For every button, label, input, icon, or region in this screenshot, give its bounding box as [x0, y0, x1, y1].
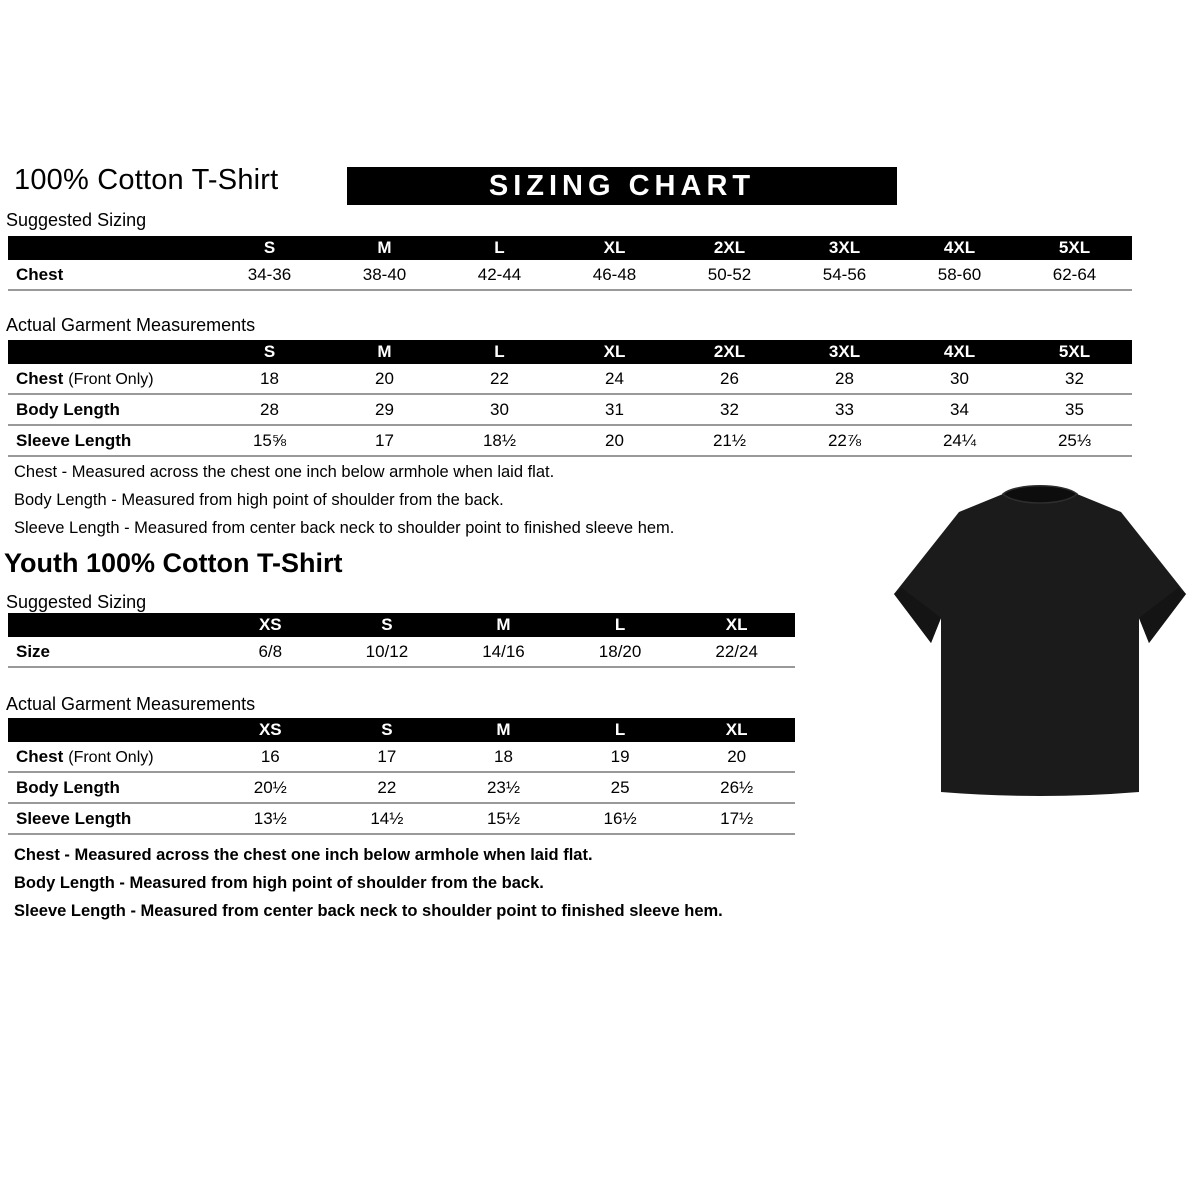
table-cell: 20	[605, 430, 624, 450]
table-row	[8, 773, 795, 804]
table-cell: 20	[375, 368, 394, 388]
column-header: 3XL	[828, 342, 861, 361]
row-label-strong: Body Length	[16, 399, 120, 419]
column-header: 3XL	[828, 238, 861, 257]
table-cell: 30	[490, 399, 509, 419]
row-label-strong: Sleeve Length	[16, 808, 132, 828]
sizing-chart-banner	[347, 167, 897, 205]
table-cell: 30	[950, 368, 969, 388]
table-header-row	[8, 613, 795, 637]
black-tshirt-icon	[890, 470, 1195, 810]
table-cell: 13½	[253, 808, 287, 828]
table-cell: 28	[260, 399, 279, 419]
table-cell: 17	[377, 746, 397, 766]
table-cell: 38-40	[362, 264, 407, 284]
table-cell: 6/8	[258, 641, 283, 661]
table-cell: 14/16	[482, 641, 525, 661]
table-cell: 20	[727, 746, 747, 766]
column-header: L	[494, 342, 505, 361]
adult-suggested-sizing-table	[8, 236, 1132, 291]
table-cell: 18	[494, 746, 513, 766]
row-label	[8, 400, 212, 420]
youth-suggested-sizing-label: Suggested Sizing	[6, 592, 147, 612]
table-row	[8, 395, 1132, 426]
table-cell: 20½	[253, 777, 287, 797]
table-cell: 17	[375, 430, 394, 450]
table-row	[8, 364, 1132, 395]
column-header: XL	[725, 615, 748, 634]
table-cell: 15½	[486, 808, 521, 828]
tshirt-collar	[1003, 486, 1077, 503]
column-header: 5XL	[1058, 342, 1091, 361]
table-cell: 15⅝	[252, 430, 287, 450]
row-label-strong: Chest	[16, 746, 64, 766]
row-label-strong: Chest	[16, 368, 64, 388]
table-cell: 16½	[603, 808, 637, 828]
table-cell: 24	[605, 368, 624, 388]
table-cell: 22/24	[715, 641, 758, 661]
table-cell: 35	[1065, 399, 1084, 419]
column-header: XS	[258, 720, 282, 739]
row-label	[8, 809, 212, 829]
table-cell: 62-64	[1052, 264, 1097, 284]
tshirt-body	[894, 486, 1186, 796]
table-row	[8, 637, 795, 668]
table-row	[8, 804, 795, 835]
row-label	[8, 642, 212, 662]
table-cell: 26	[720, 368, 739, 388]
table-cell: 54-56	[822, 264, 867, 284]
table-cell: 24¼	[942, 430, 977, 450]
table-cell: 28	[835, 368, 854, 388]
adult-measurement-notes	[14, 458, 674, 542]
column-header: XS	[258, 615, 282, 634]
table-row	[8, 260, 1132, 291]
table-row	[8, 742, 795, 773]
column-header: L	[614, 720, 626, 739]
column-header: S	[381, 720, 393, 739]
table-cell: 46-48	[592, 264, 637, 284]
column-header: 4XL	[943, 238, 976, 257]
table-row	[8, 426, 1132, 457]
note-line: Chest - Measured across the chest one inch below armhole when laid flat.	[14, 846, 593, 864]
row-label-normal: (Front Only)	[68, 748, 154, 766]
table-cell: 33	[835, 399, 854, 419]
table-cell: 50-52	[707, 264, 752, 284]
adult-suggested-sizing-label: Suggested Sizing	[6, 210, 147, 230]
page-title: 100% Cotton T-Shirt	[14, 164, 279, 196]
row-label-strong: Chest	[16, 264, 64, 284]
table-cell: 25⅓	[1057, 430, 1092, 450]
youth-measurement-notes	[14, 841, 723, 925]
tshirt-product-image	[890, 470, 1195, 810]
table-cell: 21½	[712, 430, 747, 450]
column-header: XL	[725, 720, 748, 739]
column-header: 4XL	[943, 342, 976, 361]
row-label	[8, 265, 212, 285]
column-header: M	[377, 342, 392, 361]
table-cell: 22	[377, 777, 397, 797]
table-header-row	[8, 340, 1132, 364]
table-cell: 42-44	[477, 264, 522, 284]
youth-section-title: Youth 100% Cotton T-Shirt	[4, 548, 343, 578]
table-cell: 32	[720, 399, 739, 419]
row-label	[8, 369, 212, 389]
sizing-chart-banner-label: SIZING CHART	[488, 169, 756, 202]
column-header: 5XL	[1058, 238, 1091, 257]
table-header-row	[8, 718, 795, 742]
youth-actual-measurements-table	[8, 718, 795, 835]
table-cell: 16	[260, 746, 280, 766]
table-cell: 19	[610, 746, 630, 766]
adult-actual-measurements-label: Actual Garment Measurements	[6, 315, 256, 335]
table-cell: 22⅞	[827, 430, 862, 450]
table-header-row	[8, 236, 1132, 260]
table-cell: 29	[375, 399, 394, 419]
table-cell: 14½	[370, 808, 404, 828]
column-header: 2XL	[713, 238, 746, 257]
note-line: Sleeve Length - Measured from center back neck to shoulder point to finished sleeve hem.	[14, 902, 723, 920]
column-header: L	[494, 238, 505, 257]
note-line: Body Length - Measured from high point of shoulder from the back.	[14, 491, 504, 509]
row-label-strong: Sleeve Length	[16, 430, 132, 450]
column-header: XL	[603, 342, 626, 361]
table-cell: 32	[1065, 368, 1084, 388]
column-header: S	[263, 238, 276, 257]
column-header: M	[377, 238, 392, 257]
note-line: Body Length - Measured from high point of shoulder from the back.	[14, 874, 544, 892]
note-line: Sleeve Length - Measured from center back neck to shoulder point to finished sleeve hem.	[14, 519, 675, 537]
column-header: S	[381, 615, 393, 634]
table-cell: 31	[605, 399, 624, 419]
table-cell: 22	[490, 368, 509, 388]
column-header: 2XL	[713, 342, 746, 361]
column-header: L	[614, 615, 626, 634]
row-label-normal: (Front Only)	[68, 370, 154, 388]
table-cell: 17½	[720, 808, 754, 828]
row-label	[8, 778, 212, 798]
table-cell: 18	[260, 368, 279, 388]
column-header: M	[496, 615, 511, 634]
table-cell: 25	[610, 777, 630, 797]
note-line: Chest - Measured across the chest one inch below armhole when laid flat.	[14, 463, 555, 481]
column-header: S	[263, 342, 276, 361]
table-cell: 26½	[720, 777, 754, 797]
table-cell: 23½	[486, 777, 521, 797]
table-cell: 18/20	[598, 641, 642, 661]
youth-actual-measurements-label: Actual Garment Measurements	[6, 694, 256, 714]
table-cell: 18½	[482, 430, 517, 450]
column-header: M	[496, 720, 511, 739]
adult-actual-measurements-table	[8, 340, 1132, 457]
table-cell: 34	[950, 399, 969, 419]
table-cell: 10/12	[365, 641, 409, 661]
row-label	[8, 431, 212, 451]
row-label	[8, 747, 212, 767]
row-label-strong: Body Length	[16, 777, 120, 797]
table-cell: 34-36	[247, 264, 292, 284]
youth-suggested-sizing-table	[8, 613, 795, 668]
column-header: XL	[603, 238, 626, 257]
row-label-strong: Size	[16, 641, 51, 661]
table-cell: 58-60	[937, 264, 982, 284]
